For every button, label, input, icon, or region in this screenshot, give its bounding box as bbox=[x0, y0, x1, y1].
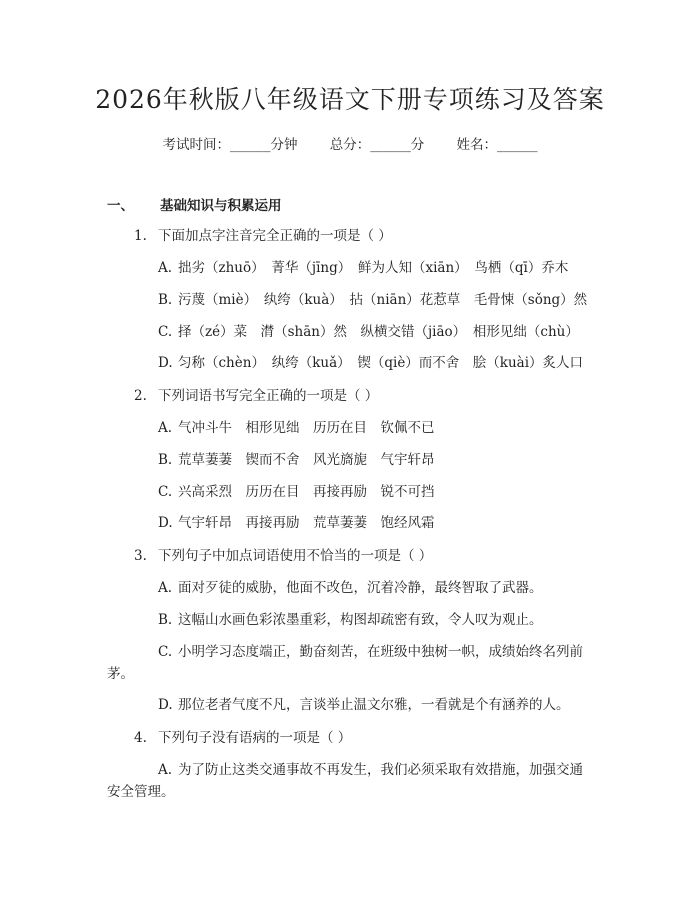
option-letter: A. bbox=[158, 420, 173, 436]
question-3 bbox=[134, 544, 432, 564]
question-4 bbox=[134, 726, 351, 746]
q3-option-b bbox=[158, 608, 543, 628]
option-text: 这幅山水画色彩浓墨重彩，构图却疏密有致，令人叹为观止。 bbox=[178, 612, 543, 628]
q1-option-d bbox=[158, 351, 583, 371]
option-text: 兴高采烈 历历在目 再接再励 锐不可挡 bbox=[178, 484, 435, 500]
option-text: 气冲斗牛 相形见绌 历历在目 钦佩不已 bbox=[178, 420, 435, 436]
option-text: 匀称（chèn） 纨绔（kuǎ） 锲（qiè）而不舍 脍（kuài）炙人口 bbox=[178, 355, 584, 371]
question-number: 2. bbox=[134, 388, 147, 404]
option-letter: A. bbox=[158, 580, 173, 596]
option-letter: C. bbox=[158, 644, 173, 660]
q2-option-b bbox=[158, 448, 435, 468]
section-heading bbox=[107, 194, 282, 214]
q2-option-a bbox=[158, 416, 435, 436]
q2-option-d bbox=[158, 511, 435, 531]
q3-option-d bbox=[158, 693, 570, 713]
option-letter: B. bbox=[158, 452, 173, 468]
option-text: 荒草萋萋 锲而不舍 风光旖旎 气宇轩昂 bbox=[178, 452, 435, 468]
option-letter: A. bbox=[158, 260, 173, 276]
option-letter: B. bbox=[158, 612, 173, 628]
q1-option-b bbox=[158, 288, 587, 308]
option-letter: A. bbox=[158, 762, 173, 778]
option-letter: C. bbox=[158, 324, 173, 340]
option-text: 为了防止这类交通事故不再发生，我们必须采取有效措施，加强交通 bbox=[178, 762, 583, 778]
option-text: 污蔑（miè） 纨绔（kuà） 拈（niān）花惹草 毛骨悚（sǒng）然 bbox=[178, 292, 588, 308]
question-2 bbox=[134, 384, 378, 404]
section-title: 基础知识与积累运用 bbox=[160, 198, 282, 214]
option-text: 气宇轩昂 再接再励 荒草萋萋 饱经风霜 bbox=[178, 515, 435, 531]
exam-time: 考试时间：______分钟 bbox=[162, 137, 298, 153]
q2-option-c bbox=[158, 480, 435, 500]
question-number: 1. bbox=[134, 228, 147, 244]
question-number: 4. bbox=[134, 730, 147, 746]
q4-option-a-continuation: 安全管理。 bbox=[107, 784, 175, 800]
option-text: 择（zé）菜 潸（shān）然 纵横交错（jiāo） 相形见绌（chù） bbox=[178, 324, 579, 340]
q4-option-a bbox=[158, 758, 583, 778]
student-name: 姓名：______ bbox=[456, 137, 538, 153]
option-letter: D. bbox=[158, 697, 173, 713]
option-letter: D. bbox=[158, 515, 173, 531]
q3-option-c bbox=[158, 640, 583, 660]
q1-option-a bbox=[158, 256, 568, 276]
section-number: 一、 bbox=[107, 198, 134, 214]
question-stem: 下面加点字注音完全正确的一项是（ ） bbox=[158, 228, 392, 244]
option-letter: B. bbox=[158, 292, 173, 308]
document-title: 2026年秋版八年级语文下册专项练习及答案 bbox=[95, 85, 605, 114]
option-text: 那位老者气度不凡，言谈举止温文尔雅，一看就是个有涵养的人。 bbox=[178, 697, 570, 713]
question-stem: 下列词语书写完全正确的一项是（ ） bbox=[158, 388, 379, 404]
option-text: 面对歹徒的威胁，他面不改色，沉着冷静，最终智取了武器。 bbox=[178, 580, 543, 596]
q3-option-a bbox=[158, 576, 543, 596]
option-letter: D. bbox=[158, 355, 173, 371]
question-stem: 下列句子没有语病的一项是（ ） bbox=[158, 730, 352, 746]
q1-option-c bbox=[158, 320, 579, 340]
total-score: 总分：______分 bbox=[329, 137, 425, 153]
option-letter: C. bbox=[158, 484, 173, 500]
question-1 bbox=[134, 224, 392, 244]
q3-option-c-continuation: 茅。 bbox=[107, 666, 134, 682]
question-stem: 下列句子中加点词语使用不恰当的一项是（ ） bbox=[158, 548, 433, 564]
question-number: 3. bbox=[134, 548, 147, 564]
option-text: 小明学习态度端正，勤奋刻苦，在班级中独树一帜，成绩始终名列前 bbox=[178, 644, 583, 660]
option-text: 拙劣（zhuō） 菁华（jīng） 鲜为人知（xiān） 鸟栖（qī）乔木 bbox=[178, 260, 569, 276]
exam-info-line bbox=[0, 133, 700, 153]
